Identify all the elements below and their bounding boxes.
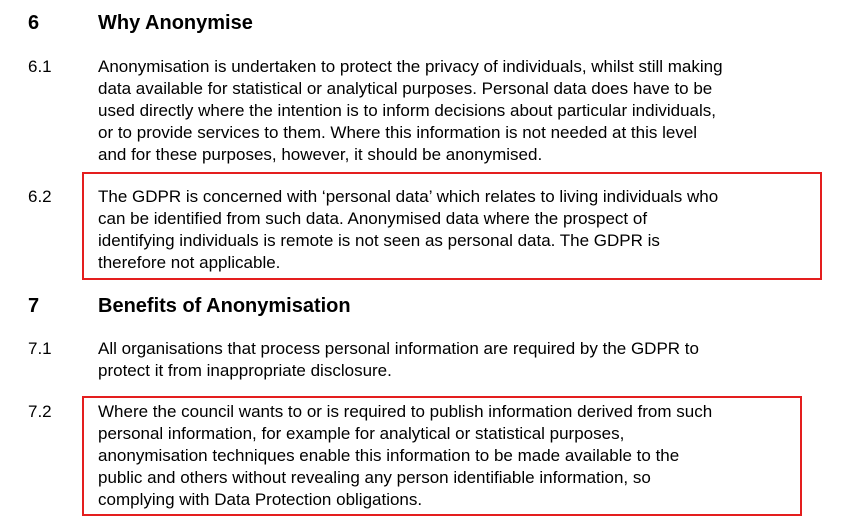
text-line: complying with Data Protection obligations. bbox=[98, 490, 423, 509]
text-line: or to provide services to them. Where this information is not needed at this level bbox=[98, 123, 698, 142]
paragraph-text bbox=[98, 338, 818, 382]
paragraph-number: 6.2 bbox=[28, 187, 52, 206]
text-line: anonymisation techniques enable this information to be made available to the bbox=[98, 446, 680, 465]
text-line: The GDPR is concerned with ‘personal data’ which relates to living individuals who bbox=[98, 187, 719, 206]
text-line: public and others without revealing any person identifiable information, so bbox=[98, 468, 651, 487]
text-line: identifying individuals is remote is not seen as personal data. The GDPR is bbox=[98, 231, 660, 250]
text-line: personal information, for example for analytical or statistical purposes, bbox=[98, 424, 625, 443]
text-line: used directly where the intention is to inform decisions about particular individuals, bbox=[98, 101, 716, 120]
text-line: therefore not applicable. bbox=[98, 253, 281, 272]
section-title: Why Anonymise bbox=[98, 12, 253, 34]
text-line: data available for statistical or analytical purposes. Personal data does have to be bbox=[98, 79, 713, 98]
section-number: 6 bbox=[28, 12, 40, 34]
paragraph-text bbox=[98, 186, 818, 274]
paragraph-text bbox=[98, 56, 818, 166]
paragraph-text bbox=[98, 401, 818, 511]
text-line: can be identified from such data. Anonymised data where the prospect of bbox=[98, 209, 648, 228]
paragraph-number: 7.1 bbox=[28, 339, 52, 358]
paragraph-number: 7.2 bbox=[28, 402, 52, 421]
section-title: Benefits of Anonymisation bbox=[98, 295, 351, 317]
paragraph-number: 6.1 bbox=[28, 57, 52, 76]
text-line: Where the council wants to or is required to publish information derived from such bbox=[98, 402, 713, 421]
text-line: and for these purposes, however, it should be anonymised. bbox=[98, 145, 543, 164]
text-line: All organisations that process personal information are required by the GDPR to bbox=[98, 339, 699, 358]
section-number: 7 bbox=[28, 295, 40, 317]
text-line: protect it from inappropriate disclosure. bbox=[98, 361, 392, 380]
text-line: Anonymisation is undertaken to protect the privacy of individuals, whilst still making bbox=[98, 57, 723, 76]
